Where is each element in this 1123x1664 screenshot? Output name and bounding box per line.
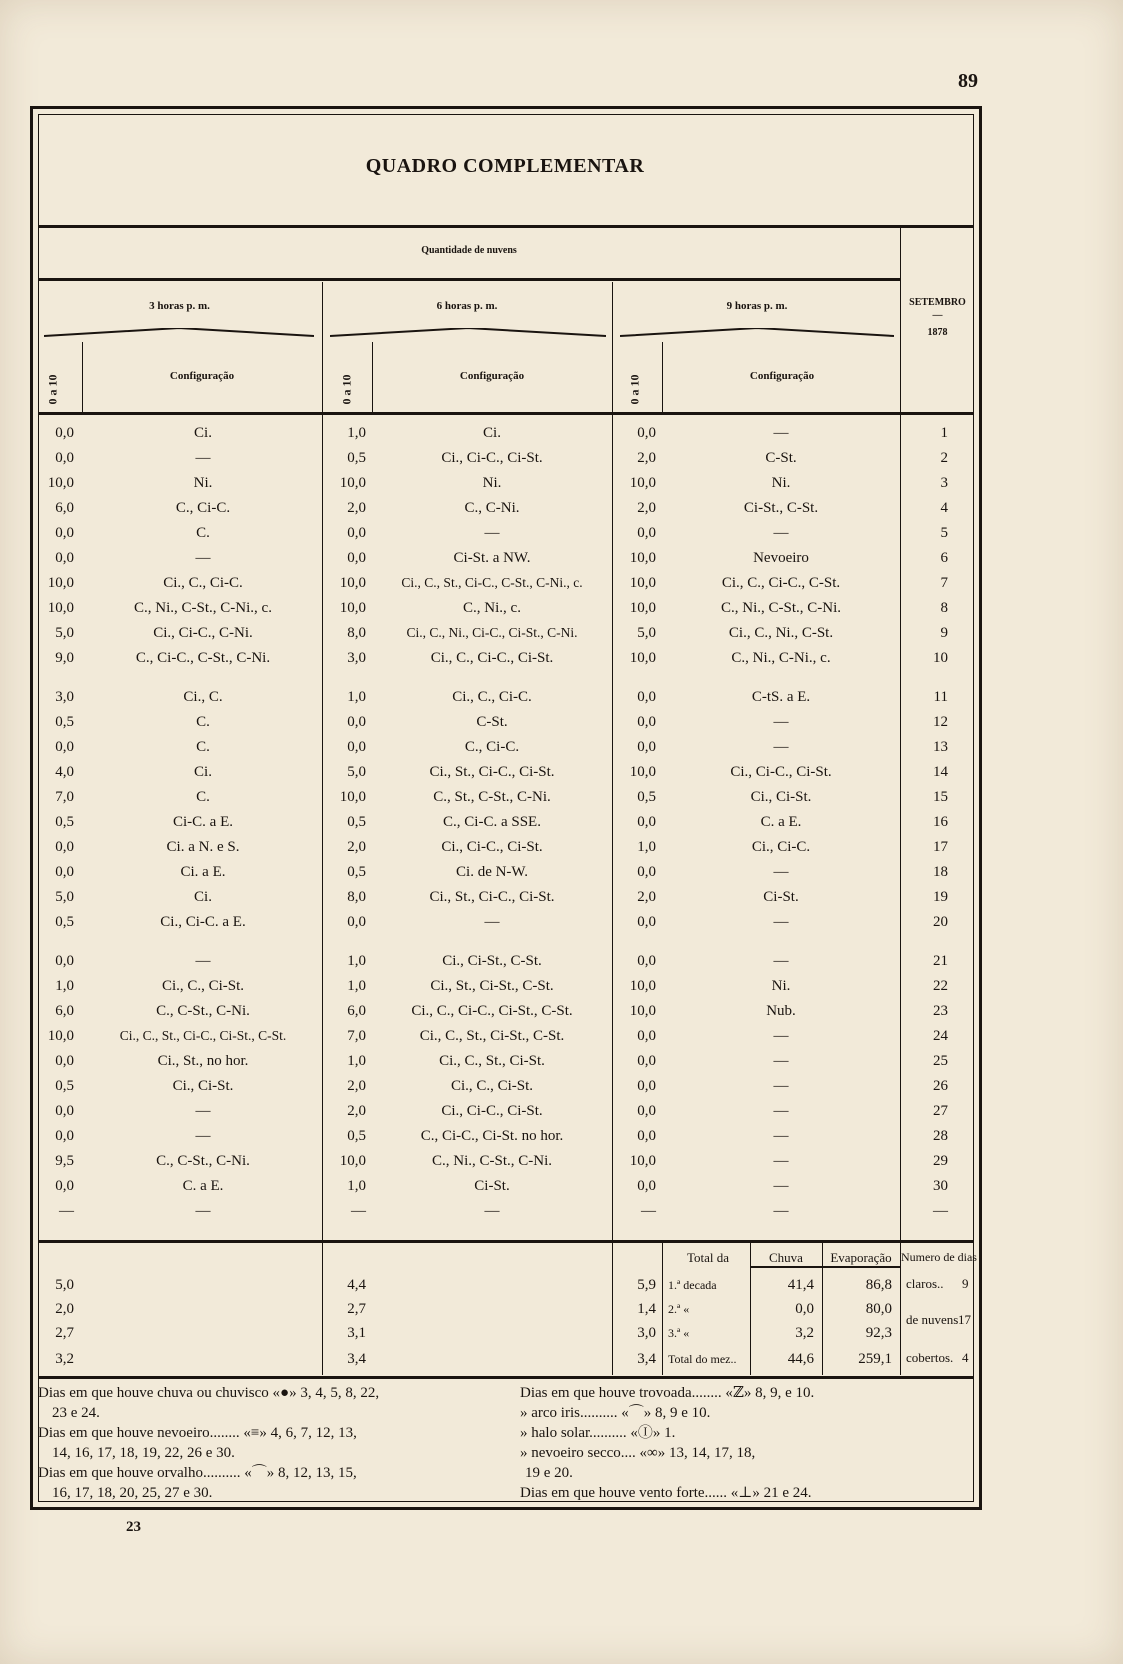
month-header: SETEMBRO <box>909 297 966 308</box>
header-6pm: 6 horas p. m. <box>436 300 498 312</box>
config-3pm: Ci., Ci-C., C-Ni. <box>153 625 253 641</box>
day-number: 17 <box>933 839 948 855</box>
month-dash: — <box>932 310 943 321</box>
amount-9pm: — <box>641 1203 656 1219</box>
amount-6pm: 2,0 <box>347 500 366 516</box>
day-number: 3 <box>940 475 948 491</box>
amount-9pm: 5,0 <box>637 625 656 641</box>
day-number: 10 <box>933 650 948 666</box>
config-6pm: Ci., C., Ni., Ci-C., Ci-St., C-Ni. <box>406 625 578 640</box>
amount-3pm: 0,0 <box>55 739 74 755</box>
day-number: 25 <box>933 1053 948 1069</box>
config-3pm: — <box>195 953 211 969</box>
config-9pm: — <box>773 953 789 969</box>
summary-period-label: 3.ª « <box>668 1326 690 1340</box>
amount-9pm: 0,0 <box>637 714 656 730</box>
config-6pm: Ci., St., Ci-St., C-St. <box>430 978 554 994</box>
header-9pm: 9 horas p. m. <box>726 300 788 312</box>
config-3pm: — <box>195 1128 211 1144</box>
config-9pm: Ci-St., C-St. <box>743 500 819 516</box>
summary-3pm: 5,0 <box>55 1277 74 1293</box>
amount-9pm: 2,0 <box>637 450 656 466</box>
day-number: 4 <box>940 500 948 516</box>
brace-3pm <box>44 328 314 338</box>
config-9pm: — <box>773 1203 789 1219</box>
config-6pm: Ci. <box>483 425 501 441</box>
config-6pm: Ci., C., Ci-C. <box>452 689 532 705</box>
amount-3pm: 6,0 <box>55 1003 74 1019</box>
claros-label: claros.. <box>906 1276 944 1291</box>
summary-period-label: 2.ª « <box>668 1302 690 1316</box>
config-6pm: — <box>484 914 500 930</box>
config-3pm: — <box>195 1103 211 1119</box>
amount-6pm: 1,0 <box>347 1053 366 1069</box>
amount-3pm: 5,0 <box>55 625 74 641</box>
sum-line-3 <box>662 1243 663 1375</box>
summary-period-label: Total do mez.. <box>668 1352 737 1366</box>
cobertos-value: 4 <box>962 1350 969 1365</box>
config-label-6pm: Configuração <box>459 370 525 382</box>
config-6pm: Ni. <box>482 475 502 491</box>
config-9pm: — <box>773 425 789 441</box>
evap-header: Evaporação <box>830 1250 892 1265</box>
amount-6pm: 5,0 <box>347 764 366 780</box>
summary-3pm: 3,2 <box>55 1351 74 1367</box>
scale-label-3pm: 0 a 10 <box>45 374 60 405</box>
amount-9pm: 10,0 <box>629 650 656 666</box>
note-dew: Dias em que houve orvalho.......... «⌒» 8, 12, 13, 15, <box>38 1465 357 1481</box>
day-number: 22 <box>933 978 948 994</box>
amount-6pm: 10,0 <box>339 1153 366 1169</box>
amount-3pm: 6,0 <box>55 500 74 516</box>
config-9pm: C., Ni., C-Ni., c. <box>731 650 831 666</box>
amount-3pm: 4,0 <box>55 764 74 780</box>
amount-3pm: 0,0 <box>55 525 74 541</box>
config-6pm: — <box>484 525 500 541</box>
day-number: 14 <box>933 764 948 780</box>
config-9pm: C-St. <box>765 450 797 466</box>
amount-3pm: 10,0 <box>47 575 74 591</box>
page-number: 89 <box>958 70 978 92</box>
config-9pm: C., Ni., C-St., C-Ni. <box>720 600 841 616</box>
amount-9pm: 1,0 <box>637 839 656 855</box>
amount-9pm: 2,0 <box>637 889 656 905</box>
config-3pm: Ci., Ci-St. <box>172 1078 234 1094</box>
amount-3pm: 0,0 <box>55 1178 74 1194</box>
day-number: 15 <box>933 789 948 805</box>
amount-3pm: 5,0 <box>55 889 74 905</box>
config-9pm: — <box>773 914 789 930</box>
config-6pm: C., Ci-C. a SSE. <box>443 814 541 830</box>
config-6pm: Ci., C., Ci-C., Ci-St., C-St. <box>411 1003 573 1019</box>
amount-6pm: 0,0 <box>347 739 366 755</box>
amount-9pm: 0,0 <box>637 1178 656 1194</box>
summary-6pm: 4,4 <box>347 1277 366 1293</box>
amount-9pm: 0,0 <box>637 1028 656 1044</box>
amount-3pm: 0,0 <box>55 839 74 855</box>
day-number: 12 <box>933 714 948 730</box>
config-3pm: C. <box>196 525 210 541</box>
claros-value: 9 <box>962 1276 969 1291</box>
amount-9pm: 10,0 <box>629 978 656 994</box>
config-6pm: — <box>484 1203 500 1219</box>
amount-6pm: 2,0 <box>347 839 366 855</box>
header-bottom-rule <box>38 412 974 415</box>
note-rain-cont: 23 e 24. <box>52 1405 100 1421</box>
config-9pm: — <box>773 714 789 730</box>
day-number: 11 <box>933 689 948 705</box>
amount-6pm: 10,0 <box>339 475 366 491</box>
summary-chuva: 3,2 <box>795 1325 814 1341</box>
amount-3pm: 0,0 <box>55 1128 74 1144</box>
config-9pm: Ni. <box>771 475 791 491</box>
amount-6pm: 0,0 <box>347 914 366 930</box>
day-number: 7 <box>940 575 948 591</box>
config-9pm: Ni. <box>771 978 791 994</box>
config-6pm: C-St. <box>476 714 508 730</box>
config-6pm: Ci., Ci-C., Ci-St. <box>441 839 543 855</box>
config-6pm: Ci., C., St., Ci-St. <box>439 1053 545 1069</box>
sum-sub-rule <box>750 1266 900 1268</box>
dias-header: Numero de dias <box>901 1250 977 1264</box>
config-3pm: Ci-C. a E. <box>173 814 233 830</box>
config-3pm: Ci. a E. <box>180 864 226 880</box>
col-line-scale-3 <box>82 342 83 412</box>
amount-6pm: 2,0 <box>347 1103 366 1119</box>
note-halo: » halo solar.......... «Ⓘ» 1. <box>520 1425 676 1441</box>
note-dry-fog-cont: 19 e 20. <box>525 1465 573 1481</box>
config-label-9pm: Configuração <box>749 370 815 382</box>
config-3pm: Ci., C., Ci-C. <box>163 575 243 591</box>
day-number: 8 <box>940 600 948 616</box>
config-9pm: — <box>773 1053 789 1069</box>
amount-9pm: 10,0 <box>629 575 656 591</box>
amount-6pm: 1,0 <box>347 953 366 969</box>
notes-top-rule <box>38 1376 974 1379</box>
config-6pm: Ci. de N-W. <box>456 864 528 880</box>
config-6pm: Ci-St. <box>474 1178 510 1194</box>
summary-chuva: 41,4 <box>787 1277 814 1293</box>
config-9pm: Ci., C., Ci-C., C-St. <box>721 575 841 591</box>
amount-6pm: 0,5 <box>347 450 366 466</box>
config-9pm: — <box>773 739 789 755</box>
summary-9pm: 5,9 <box>637 1277 656 1293</box>
config-3pm: C., Ci-C. <box>175 500 231 516</box>
amount-6pm: 0,5 <box>347 814 366 830</box>
config-6pm: Ci., Ci-C., Ci-St. <box>441 450 543 466</box>
amount-3pm: 0,0 <box>55 864 74 880</box>
config-9pm: — <box>773 1153 789 1169</box>
config-9pm: — <box>773 1078 789 1094</box>
summary-6pm: 3,4 <box>347 1351 366 1367</box>
config-3pm: Ci. a N. e S. <box>166 839 240 855</box>
day-number: 13 <box>933 739 948 755</box>
summary-9pm: 3,4 <box>637 1351 656 1367</box>
amount-9pm: 0,0 <box>637 525 656 541</box>
amount-3pm: 0,0 <box>55 953 74 969</box>
config-3pm: Ni. <box>193 475 213 491</box>
summary-6pm: 3,1 <box>347 1325 366 1341</box>
group-rule <box>38 278 900 281</box>
amount-9pm: 0,5 <box>637 789 656 805</box>
amount-3pm: 0,0 <box>55 450 74 466</box>
day-number: 19 <box>933 889 948 905</box>
day-number: 1 <box>940 425 948 441</box>
amount-3pm: 3,0 <box>55 689 74 705</box>
config-9pm: Ci., Ci-C., Ci-St. <box>730 764 832 780</box>
config-3pm: Ci., C. <box>183 689 223 705</box>
summary-evaporacao: 80,0 <box>865 1301 892 1317</box>
config-6pm: C., Ni., c. <box>463 600 521 616</box>
config-3pm: Ci. <box>194 889 212 905</box>
day-number: 28 <box>933 1128 948 1144</box>
amount-9pm: 10,0 <box>629 550 656 566</box>
config-9pm: — <box>773 1178 789 1194</box>
amount-3pm: — <box>59 1203 74 1219</box>
amount-3pm: 9,0 <box>55 650 74 666</box>
amount-9pm: 0,0 <box>637 814 656 830</box>
amount-9pm: 10,0 <box>629 1153 656 1169</box>
amount-3pm: 0,0 <box>55 425 74 441</box>
amount-3pm: 10,0 <box>47 475 74 491</box>
config-3pm: C. a E. <box>182 1178 224 1194</box>
summary-9pm: 3,0 <box>637 1325 656 1341</box>
amount-6pm: 1,0 <box>347 978 366 994</box>
amount-3pm: 10,0 <box>47 1028 74 1044</box>
amount-9pm: 0,0 <box>637 739 656 755</box>
summary-evaporacao: 92,3 <box>865 1325 892 1341</box>
config-9pm: — <box>773 525 789 541</box>
amount-9pm: 10,0 <box>629 600 656 616</box>
config-6pm: Ci., C., Ci-St. <box>450 1078 534 1094</box>
config-6pm: Ci., Ci-St., C-St. <box>442 953 542 969</box>
brace-9pm <box>620 328 894 338</box>
day-number: 5 <box>940 525 948 541</box>
config-9pm: Nub. <box>766 1003 796 1019</box>
amount-6pm: 0,5 <box>347 1128 366 1144</box>
amount-6pm: 10,0 <box>339 789 366 805</box>
amount-9pm: 0,0 <box>637 1053 656 1069</box>
footer-number: 23 <box>126 1519 141 1535</box>
config-3pm: C., Ni., C-St., C-Ni., c. <box>134 600 272 616</box>
day-number: 21 <box>933 953 948 969</box>
amount-3pm: 0,5 <box>55 1078 74 1094</box>
col-line-scale-6 <box>372 342 373 412</box>
config-label-3pm: Configuração <box>169 370 235 382</box>
config-3pm: — <box>195 450 211 466</box>
amount-6pm: 0,0 <box>347 550 366 566</box>
amount-3pm: 0,5 <box>55 714 74 730</box>
month-col-line <box>900 228 901 414</box>
amount-3pm: 1,0 <box>55 978 74 994</box>
note-wind: Dias em que houve vento forte...... «⊥» 21 e 24. <box>520 1485 812 1501</box>
day-number: 18 <box>933 864 948 880</box>
scale-label-9pm: 0 a 10 <box>627 374 642 405</box>
day-number: 26 <box>933 1078 948 1094</box>
note-dry-fog: » nevoeiro secco.... «∞» 13, 14, 17, 18, <box>520 1445 756 1461</box>
amount-6pm: 1,0 <box>347 689 366 705</box>
config-9pm: Nevoeiro <box>753 550 809 566</box>
config-6pm: C., Ci-C., Ci-St. no hor. <box>420 1128 564 1144</box>
config-3pm: C., C-St., C-Ni. <box>156 1003 250 1019</box>
day-number: 23 <box>933 1003 948 1019</box>
config-6pm: Ci-St. a NW. <box>453 550 531 566</box>
config-3pm: C. <box>196 714 210 730</box>
config-9pm: — <box>773 1103 789 1119</box>
config-9pm: Ci-St. <box>763 889 799 905</box>
amount-9pm: 2,0 <box>637 500 656 516</box>
total-header: Total da <box>686 1250 730 1265</box>
config-9pm: Ci., C., Ni., C-St. <box>728 625 834 641</box>
config-3pm: C. <box>196 789 210 805</box>
amount-6pm: 6,0 <box>347 1003 366 1019</box>
amount-6pm: 2,0 <box>347 1078 366 1094</box>
summary-evaporacao: 259,1 <box>858 1351 892 1367</box>
amount-9pm: 0,0 <box>637 425 656 441</box>
note-fog: Dias em que houve nevoeiro........ «≡» 4, 6, 7, 12, 13, <box>38 1425 357 1441</box>
amount-9pm: 0,0 <box>637 914 656 930</box>
summary-top-rule <box>38 1240 974 1243</box>
amount-3pm: 0,0 <box>55 1103 74 1119</box>
amount-6pm: 7,0 <box>347 1028 366 1044</box>
summary-evaporacao: 86,8 <box>865 1277 892 1293</box>
config-9pm: Ci., Ci-St. <box>750 789 812 805</box>
config-9pm: C. a E. <box>760 814 802 830</box>
amount-9pm: 0,0 <box>637 953 656 969</box>
day-number: 2 <box>940 450 948 466</box>
page-title: QUADRO COMPLEMENTAR <box>365 155 645 177</box>
amount-9pm: 10,0 <box>629 1003 656 1019</box>
amount-3pm: 0,0 <box>55 1053 74 1069</box>
note-fog-cont: 14, 16, 17, 18, 19, 22, 26 e 30. <box>52 1445 235 1461</box>
note-dew-cont: 16, 17, 18, 20, 25, 27 e 30. <box>52 1485 213 1501</box>
brace-6pm <box>330 328 606 338</box>
amount-9pm: 0,0 <box>637 689 656 705</box>
nuvens-value: 17 <box>958 1312 971 1327</box>
amount-9pm: 10,0 <box>629 764 656 780</box>
col-line-scale-9 <box>662 342 663 412</box>
config-6pm: Ci., St., Ci-C., Ci-St. <box>429 889 555 905</box>
config-6pm: C., St., C-St., C-Ni. <box>433 789 551 805</box>
config-3pm: Ci., C., Ci-St. <box>161 978 245 994</box>
nuvens-label: de nuvens <box>906 1312 959 1327</box>
amount-6pm: 3,0 <box>347 650 366 666</box>
config-6pm: Ci., Ci-C., Ci-St. <box>441 1103 543 1119</box>
amount-9pm: 0,0 <box>637 1078 656 1094</box>
config-3pm: C. <box>196 739 210 755</box>
amount-3pm: 7,0 <box>55 789 74 805</box>
day-number: — <box>933 1203 948 1219</box>
amount-6pm: 1,0 <box>347 425 366 441</box>
amount-3pm: 0,5 <box>55 814 74 830</box>
config-3pm: — <box>195 1203 211 1219</box>
day-number: 24 <box>933 1028 948 1044</box>
summary-9pm: 1,4 <box>637 1301 656 1317</box>
amount-9pm: 0,0 <box>637 864 656 880</box>
config-3pm: C., Ci-C., C-St., C-Ni. <box>135 650 271 666</box>
config-3pm: Ci. <box>194 425 212 441</box>
config-6pm: Ci., C., Ci-C., Ci-St. <box>430 650 554 666</box>
config-6pm: Ci., St., Ci-C., Ci-St. <box>429 764 555 780</box>
summary-3pm: 2,7 <box>55 1325 74 1341</box>
config-6pm: C., Ci-C. <box>464 739 520 755</box>
cobertos-label: cobertos. <box>906 1350 954 1365</box>
group-title: Quantidade de nuvens <box>421 245 517 256</box>
config-9pm: C-tS. a E. <box>751 689 811 705</box>
header-top-rule <box>38 225 974 228</box>
config-3pm: — <box>195 550 211 566</box>
config-9pm: — <box>773 1128 789 1144</box>
note-rainbow: » arco iris.......... «⌒» 8, 9 e 10. <box>520 1405 711 1421</box>
day-number: 9 <box>940 625 948 641</box>
config-3pm: C., C-St., C-Ni. <box>156 1153 250 1169</box>
note-thunder: Dias em que houve trovoada........ «ℤ» 8, 9, e 10. <box>520 1385 815 1401</box>
amount-3pm: 0,5 <box>55 914 74 930</box>
amount-9pm: 0,0 <box>637 1128 656 1144</box>
config-3pm: Ci. <box>194 764 212 780</box>
config-9pm: Ci., Ci-C. <box>751 839 811 855</box>
config-6pm: Ci., C., St., Ci-St., C-St. <box>419 1028 565 1044</box>
amount-6pm: — <box>351 1203 366 1219</box>
amount-6pm: 8,0 <box>347 625 366 641</box>
day-number: 20 <box>933 914 948 930</box>
amount-6pm: 0,5 <box>347 864 366 880</box>
amount-3pm: 0,0 <box>55 550 74 566</box>
chuva-header: Chuva <box>769 1250 803 1265</box>
year-header: 1878 <box>927 327 948 338</box>
summary-period-label: 1.ª decada <box>668 1278 717 1292</box>
header-3pm: 3 horas p. m. <box>149 300 210 312</box>
day-number: 27 <box>933 1103 948 1119</box>
day-number: 6 <box>940 550 948 566</box>
amount-9pm: 0,0 <box>637 1103 656 1119</box>
amount-6pm: 1,0 <box>347 1178 366 1194</box>
amount-3pm: 10,0 <box>47 600 74 616</box>
amount-3pm: 9,5 <box>55 1153 74 1169</box>
summary-6pm: 2,7 <box>347 1301 366 1317</box>
day-number: 30 <box>933 1178 948 1194</box>
day-number: 29 <box>933 1153 948 1169</box>
note-rain: Dias em que houve chuva ou chuvisco «●» 3, 4, 5, 8, 22, <box>38 1385 380 1401</box>
amount-6pm: 10,0 <box>339 600 366 616</box>
config-3pm: Ci., C., St., Ci-C., Ci-St., C-St. <box>119 1028 287 1043</box>
config-9pm: — <box>773 1028 789 1044</box>
amount-6pm: 8,0 <box>347 889 366 905</box>
amount-6pm: 10,0 <box>339 575 366 591</box>
summary-3pm: 2,0 <box>55 1301 74 1317</box>
config-6pm: C., Ni., C-St., C-Ni. <box>431 1153 552 1169</box>
scale-label-6pm: 0 a 10 <box>339 374 354 405</box>
amount-9pm: 10,0 <box>629 475 656 491</box>
config-3pm: Ci., St., no hor. <box>157 1053 249 1069</box>
config-9pm: — <box>773 864 789 880</box>
summary-chuva: 44,6 <box>787 1351 814 1367</box>
config-6pm: Ci., C., St., Ci-C., C-St., C-Ni., c. <box>401 575 583 590</box>
amount-6pm: 0,0 <box>347 525 366 541</box>
config-6pm: C., C-Ni. <box>464 500 520 516</box>
config-3pm: Ci., Ci-C. a E. <box>160 914 246 930</box>
day-number: 16 <box>933 814 948 830</box>
summary-chuva: 0,0 <box>795 1301 814 1317</box>
amount-6pm: 0,0 <box>347 714 366 730</box>
